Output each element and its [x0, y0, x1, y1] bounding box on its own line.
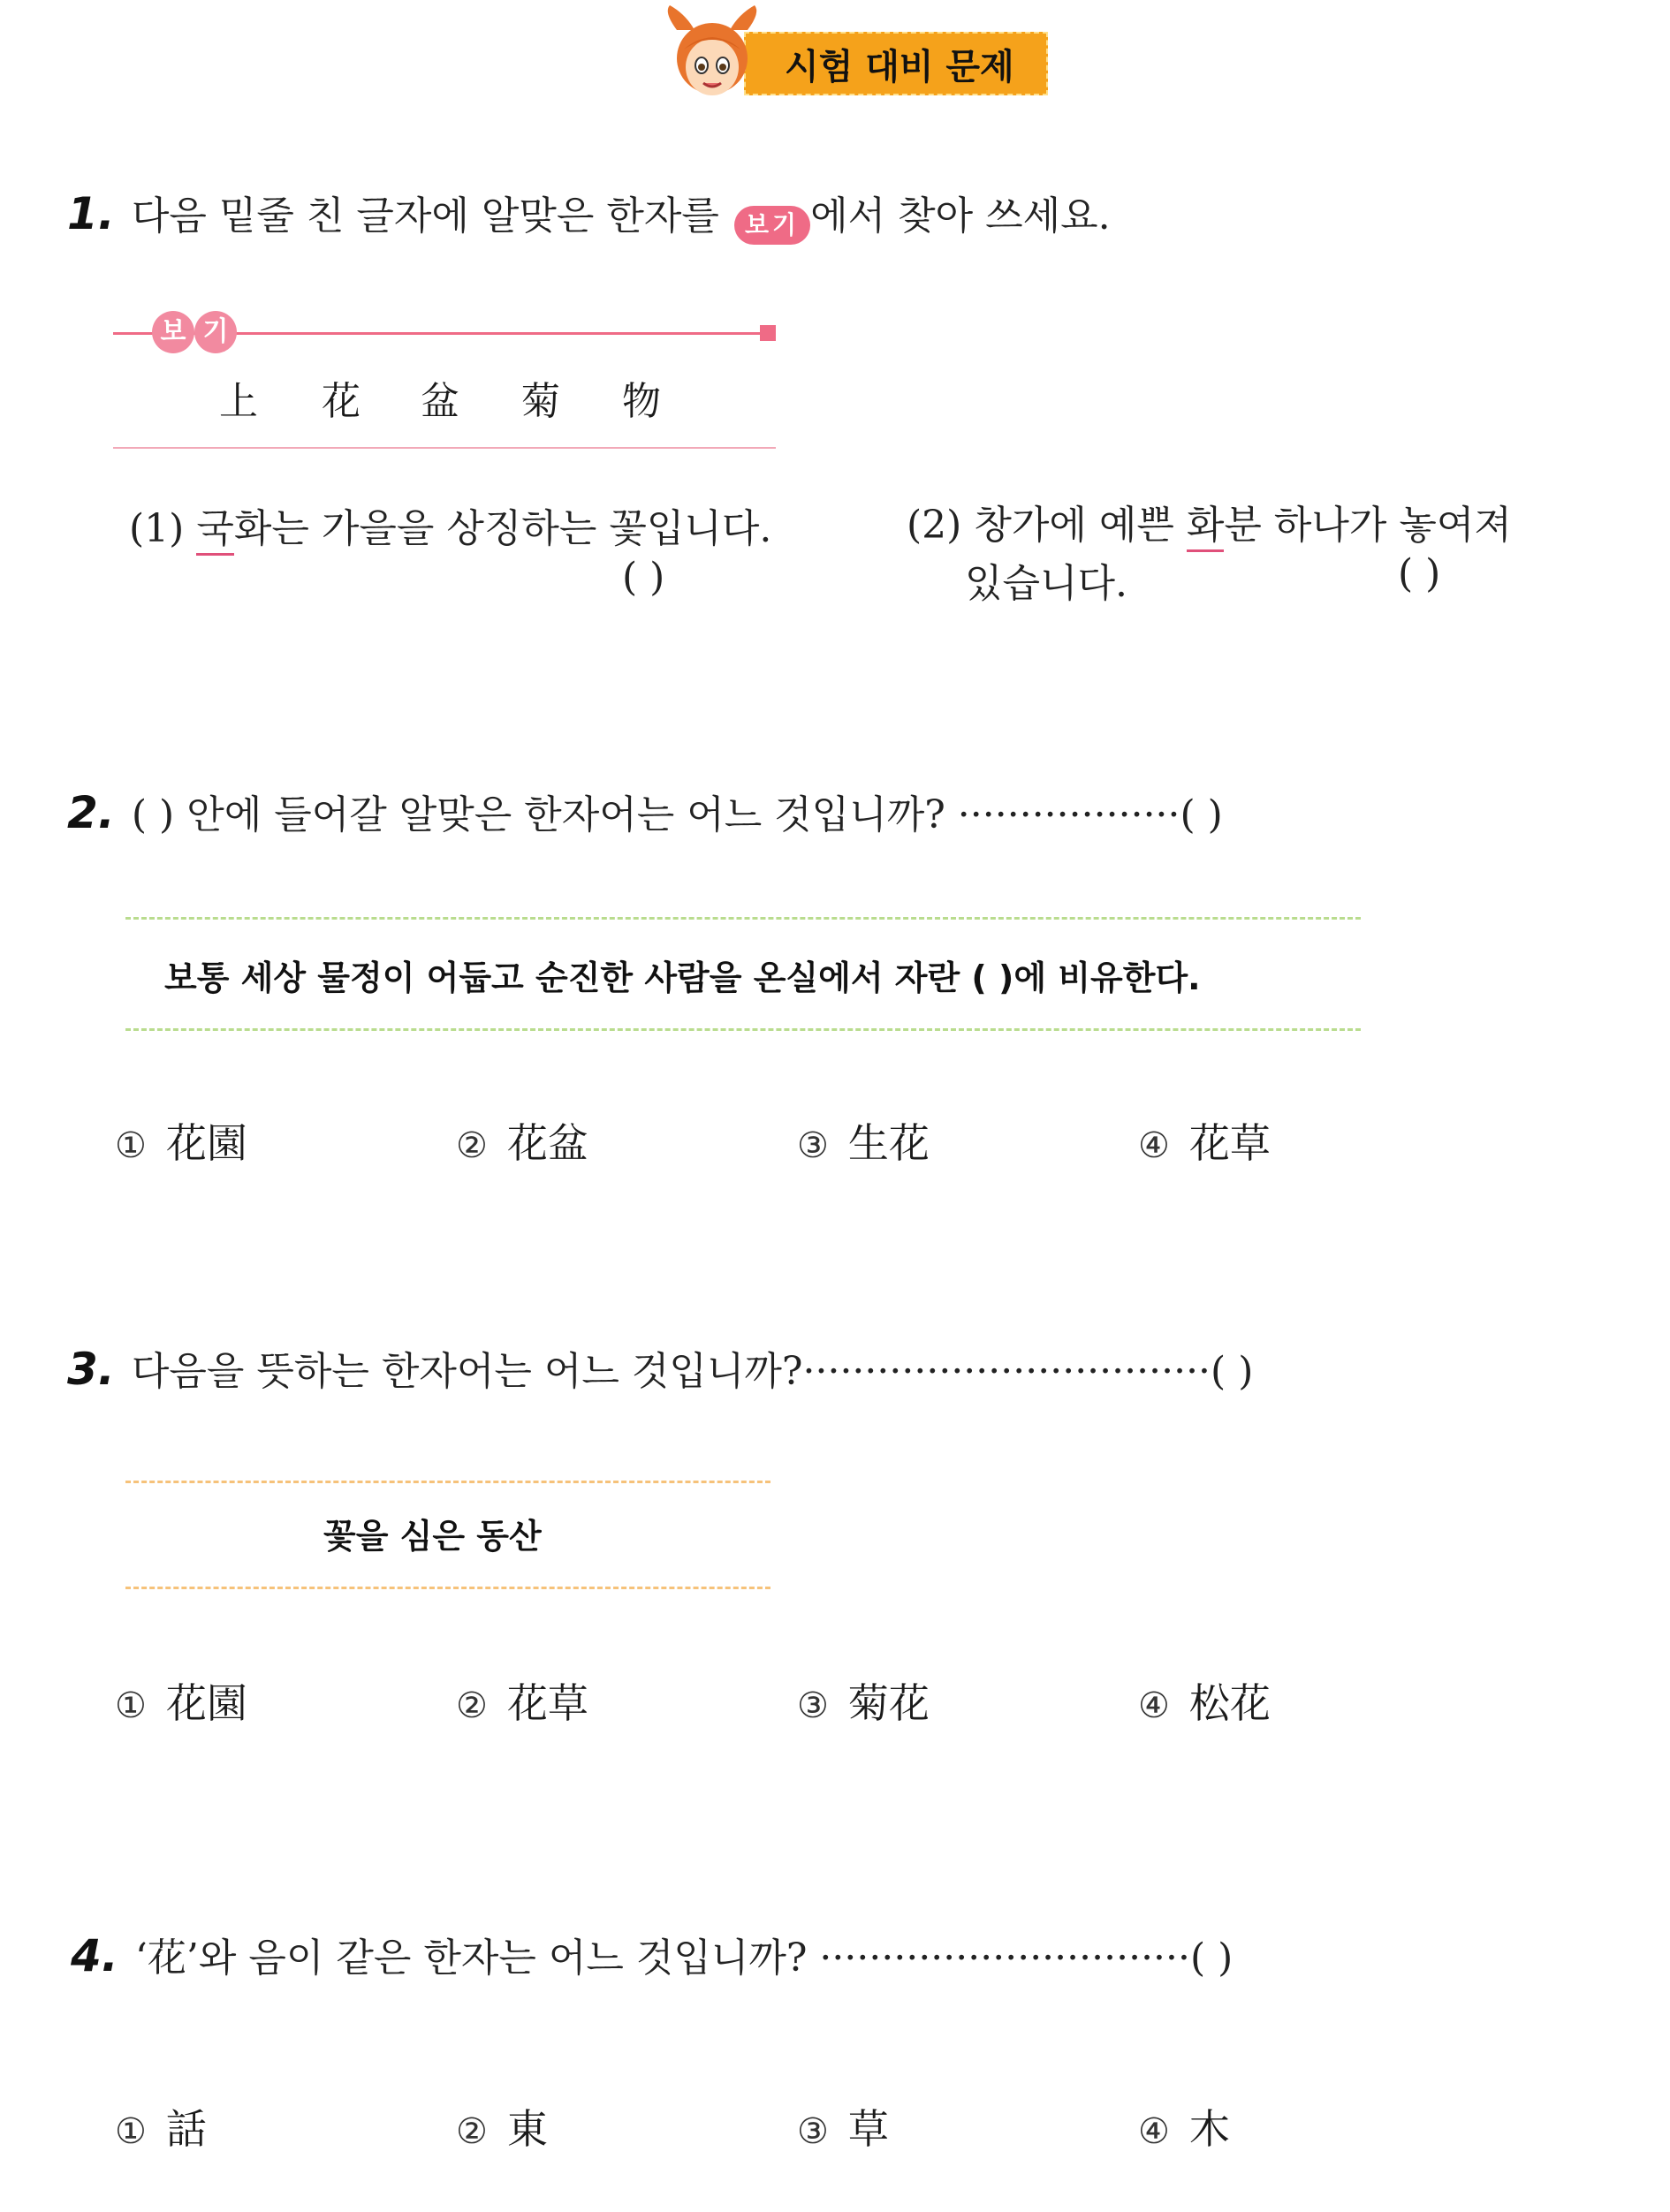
bogi-option: 上 [219, 379, 258, 424]
bogi-pill: 보기 [734, 206, 810, 245]
question-text: 다음 밑줄 친 글자에 알맞은 한자를 [131, 193, 719, 239]
choice-4[interactable]: ④ 木 [1138, 2105, 1230, 2153]
item-text: 화는 가을을 상징하는 꽃입니다. [233, 506, 772, 551]
question-number: 2. [67, 787, 115, 838]
question-number: 3. [67, 1344, 115, 1395]
item-number: (1) [129, 506, 185, 551]
choice-2[interactable]: ② 東 [456, 2105, 548, 2153]
bogi-label-bo: 보 [152, 311, 194, 353]
bogi-bottom-line [113, 447, 776, 449]
choice-4[interactable]: ④ 松花 [1138, 1679, 1271, 1727]
box-bottom-dashed-line [125, 1028, 1361, 1031]
item-text: 분 하나가 놓여져 [1224, 503, 1512, 548]
choice-3[interactable]: ③ 菊花 [797, 1679, 930, 1727]
question-number: 1. [67, 188, 115, 239]
page-title: 시험 대비 문제 [785, 47, 1014, 87]
bogi-option: 盆 [421, 379, 459, 424]
bogi-label-gi: 기 [194, 311, 237, 353]
question-text: ‘花’와 음이 같은 한자는 어느 것입니까? ······························( ) [134, 1936, 1234, 1981]
underlined-char: 국 [196, 506, 234, 556]
item-text-line2: 있습니다. [965, 561, 1128, 606]
choice-2[interactable]: ② 花盆 [456, 1119, 588, 1167]
question-text: ( ) 안에 들어갈 알맞은 한자어는 어느 것입니까? ··················( ) [131, 792, 1223, 837]
choice-1[interactable]: ① 花園 [115, 1679, 247, 1727]
choice-1[interactable]: ① 話 [115, 2105, 207, 2153]
box-top-dashed-line [125, 1481, 770, 1483]
underlined-char: 화 [1187, 503, 1225, 552]
item-number: (2) [907, 503, 962, 548]
question-3 [67, 1339, 1253, 1396]
answer-blank[interactable]: ( ) [1398, 551, 1441, 596]
definition-text: 꽃을 심은 동산 [323, 1516, 542, 1556]
q1-item-2 [907, 493, 1512, 549]
q1-item-1 [129, 496, 771, 553]
question-text-after: 에서 찾아 쓰세요. [810, 193, 1111, 239]
box-top-dashed-line [125, 917, 1361, 920]
box-bottom-dashed-line [125, 1587, 770, 1589]
girl-mascot-icon [659, 4, 765, 106]
question-1 [67, 184, 1111, 245]
answer-blank[interactable]: ( ) [622, 555, 665, 600]
choice-1[interactable]: ① 花園 [115, 1119, 247, 1167]
bogi-line-end [760, 325, 776, 341]
context-sentence: 보통 세상 물정이 어둡고 순진한 사람을 온실에서 자란 ( )에 비유한다. [164, 958, 1201, 997]
bogi-option: 菊 [521, 379, 560, 424]
choice-3[interactable]: ③ 草 [797, 2105, 889, 2153]
question-4 [71, 1926, 1233, 1982]
choice-4[interactable]: ④ 花草 [1138, 1119, 1271, 1167]
choice-3[interactable]: ③ 生花 [797, 1119, 930, 1167]
item-text: 창가에 예쁜 [974, 503, 1187, 548]
question-2 [67, 783, 1223, 839]
question-number: 4. [71, 1930, 118, 1981]
bogi-option: 物 [622, 379, 661, 424]
bogi-option: 花 [322, 379, 361, 424]
question-text: 다음을 뜻하는 한자어는 어느 것입니까?·································( ) [131, 1349, 1254, 1394]
choice-2[interactable]: ② 花草 [456, 1679, 588, 1727]
